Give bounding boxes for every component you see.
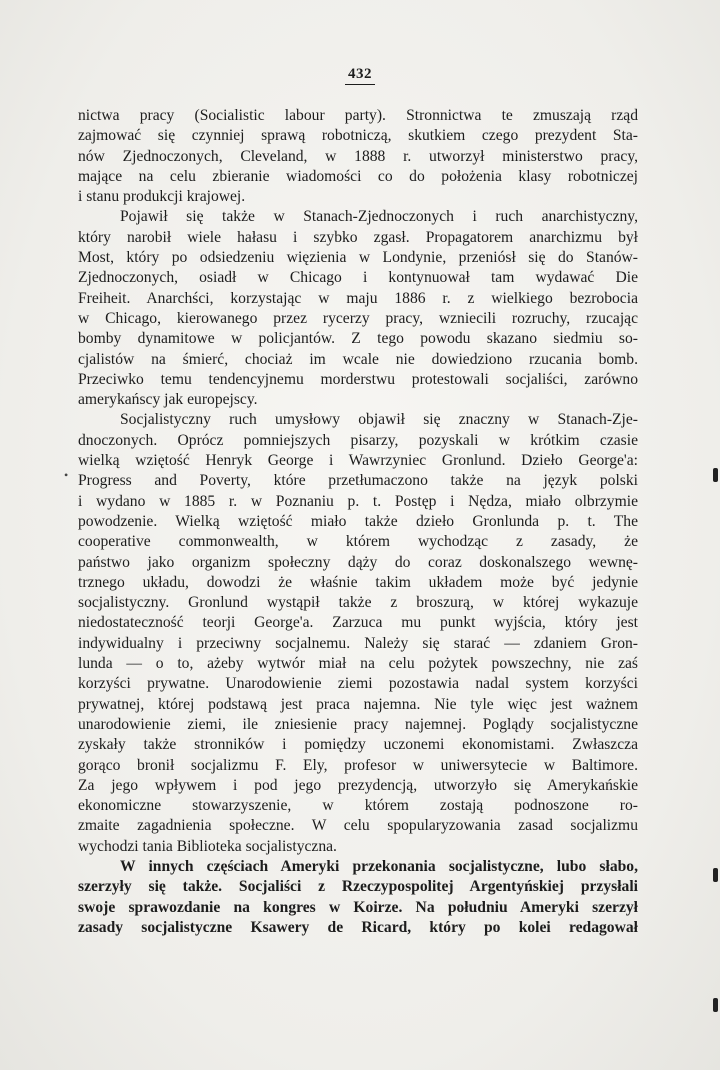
- text-body: [78, 106, 638, 938]
- text-line: gorąco bronił socjalizmu F. Ely, profesor w uniwersytecie w Baltimore.: [78, 756, 638, 774]
- text-line: lunda — o to, ażeby wytwór miał na celu pożytek powszechny, nie zaś: [78, 655, 638, 673]
- text-line: W innych częściach Ameryki przekonania socjalistyczne, lubo słabo,: [120, 857, 638, 875]
- text-line: wychodzi tania Biblioteka socjalistyczna.: [78, 837, 337, 855]
- text-line: korzyści prywatne. Unarodowienie ziemi pozostawia nadal system korzyści: [78, 675, 638, 693]
- text-line: i stanu produkcji krajowej.: [78, 188, 246, 206]
- text-line: ekonomiczne stowarzyszenie, w którem zostają podnoszone ro-: [78, 797, 638, 815]
- text-line: swoje sprawozdanie na kongres w Koirze. Na południu Ameryki szerzył: [78, 898, 638, 916]
- text-line: szerzyły się także. Socjaliści z Rzeczypospolitej Argentyńskiej przysłali: [78, 878, 638, 896]
- text-line: trznego układu, dowodzi że właśnie takim układem może być jedynie: [78, 573, 638, 591]
- text-line: Freiheit. Anarchści, korzystając w maju 1886 r. z wielkiego bezrobocia: [78, 289, 638, 307]
- margin-mark: •: [64, 468, 69, 482]
- text-line: mające na celu zbieranie wiadomości co do położenia klasy robotniczej: [78, 167, 638, 185]
- text-line: dnoczonych. Oprócz pomniejszych pisarzy, pozyskali w krótkim czasie: [78, 431, 638, 449]
- text-line: państwo jako organizm społeczny dąży do coraz doskonalszego wewnę-: [78, 553, 638, 571]
- text-line: Socjalistyczny ruch umysłowy objawił się znaczny w Stanach-Zje-: [120, 411, 638, 429]
- text-line: Most, który po odsiedzeniu więzienia w Londynie, przeniósł się do Stanów-: [78, 249, 638, 267]
- text-line: i wydano w 1885 r. w Poznaniu p. t. Postęp i Nędza, miało olbrzymie: [78, 492, 638, 510]
- text-line: niedostateczność teorji George'a. Zarzuca mu punkt wyjścia, który jest: [78, 614, 638, 632]
- page-number: 432: [0, 66, 720, 85]
- text-line: zmaite zagadnienia społeczne. W celu spopularyzowania zasad socjalizmu: [78, 817, 638, 835]
- text-line: cjalistów na śmierć, chociaż im wcale nie dowiedziono rzucania bomb.: [78, 350, 638, 368]
- text-line: który narobił wiele hałasu i szybko zgasł. Propagatorem anarchizmu był: [78, 228, 638, 246]
- text-line: amerykańscy jak europejscy.: [78, 391, 258, 409]
- text-line: indywidualny i przeciwny socjalnemu. Należy się starać — zdaniem Gron-: [78, 634, 638, 652]
- text-line: socjalistyczny. Gronlund wystąpił także z broszurą, w której wykazuje: [78, 594, 638, 612]
- text-line: nictwa pracy (Socialistic labour party). Stronnictwa te zmuszają rząd: [78, 107, 638, 124]
- edge-mark: [713, 868, 718, 882]
- text-line: Przeciwko temu tendencyjnemu morderstwu protestowali socjaliści, zarówno: [78, 370, 638, 388]
- text-line: Progress and Poverty, które przetłumaczono także na język polski: [78, 472, 638, 490]
- text-line: powodzenie. Wielką wziętość miało także dzieło Gronlunda p. t. The: [78, 512, 638, 530]
- text-line: prywatnej, której podstawą jest praca najemna. Nie tyle więc jest ważnem: [78, 695, 638, 713]
- text-line: zasady socjalistyczne Ksawery de Ricard, który po kolei redagował: [78, 918, 638, 936]
- text-line: bomby dynamitowe w policjantów. Z tego powodu skazano siedmiu so-: [78, 330, 638, 348]
- text-line: wielką wziętość Henryk George i Wawrzyniec Gronlund. Dzieło George'a:: [78, 452, 638, 470]
- text-line: w Chicago, kierowanego przez rycerzy pracy, wzniecili rozruchy, rzucając: [78, 309, 638, 327]
- text-line: unarodowienie ziemi, ile zniesienie pracy najemnej. Poglądy socjalistyczne: [78, 715, 638, 733]
- text-line: zajmować się czynniej sprawą robotniczą, skutkiem czego prezydent Sta-: [78, 127, 638, 145]
- text-line: cooperative commonwealth, w którem wychodząc z zasady, że: [78, 533, 638, 551]
- text-line: Za jego wpływem i pod jego prezydencją, utworzyło się Amerykańskie: [78, 776, 638, 794]
- text-line: Zjednoczonych, osiadł w Chicago i kontynuował tam wydawać Die: [78, 269, 638, 287]
- text-line: Pojawił się także w Stanach-Zjednoczonych i ruch anarchistyczny,: [120, 208, 638, 226]
- text-line: zyskały także stronników i pomiędzy uczonemi ekonomistami. Zwłaszcza: [78, 736, 638, 754]
- edge-mark: [713, 468, 718, 482]
- edge-mark: [713, 998, 718, 1012]
- text-line: nów Zjednoczonych, Cleveland, w 1888 r. utworzył ministerstwo pracy,: [78, 147, 638, 165]
